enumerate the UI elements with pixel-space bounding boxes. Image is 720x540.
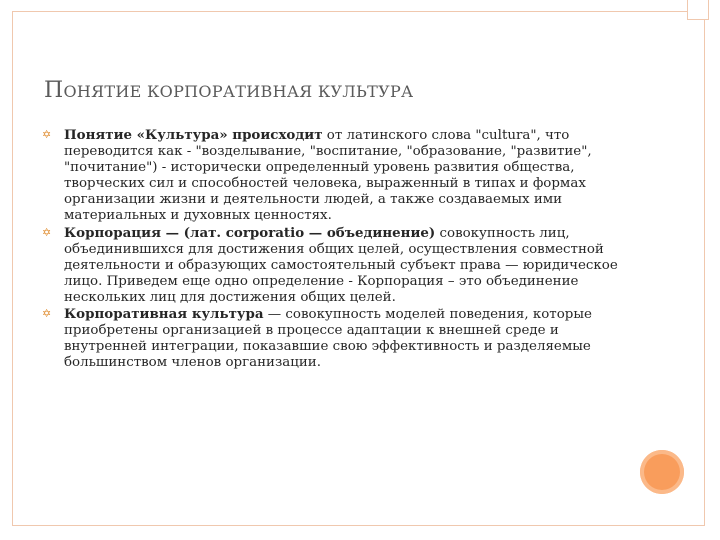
title-rest: ОНЯТИЕ КОРПОРАТИВНАЯ КУЛЬТУРА xyxy=(63,82,414,101)
bullet-list xyxy=(42,127,632,371)
item-term: Корпоративная культура xyxy=(64,306,264,323)
slide-title xyxy=(44,78,644,103)
item-text: от латинского слова "cultura", что переводится как - "возделывание, "воспитание, "образование, "развитие", "почитание") - исторически определенный уровень развития общества, творческих сил и способностей человека, выраженный в типах и формах организации жизни и деятельности людей, а также создаваемых ими материальных и духовных ценностях. xyxy=(64,128,592,224)
corner-tab xyxy=(687,0,709,20)
list-item xyxy=(42,306,632,371)
star-bullet-icon: ✡ xyxy=(42,225,52,239)
item-text: — совокупность моделей поведения, которые приобретены организацией в процессе адаптации к внешней среде и внутренней интеграции, показавшие свою эффективность и разделяемые большинством членов организации. xyxy=(64,307,592,371)
star-bullet-icon: ✡ xyxy=(42,307,52,321)
item-term: Корпорация — (лат. corporatio — объединение) xyxy=(64,224,436,241)
star-bullet-icon: ✡ xyxy=(42,128,52,141)
item-text: совокупность лиц, объединившихся для достижения общих целей, осуществления совместной деятельности и образующих самостоятельный субъект права — юридическое лицо. Приведем еще одно определение - Корпорация – это объединение нескольких лиц для достижения общих целей. xyxy=(64,225,618,305)
item-term: Понятие «Культура» происходит xyxy=(64,127,323,143)
list-item xyxy=(42,127,632,225)
decorative-circle xyxy=(640,450,684,494)
list-item xyxy=(42,225,632,306)
title-first-letter: П xyxy=(44,78,64,103)
